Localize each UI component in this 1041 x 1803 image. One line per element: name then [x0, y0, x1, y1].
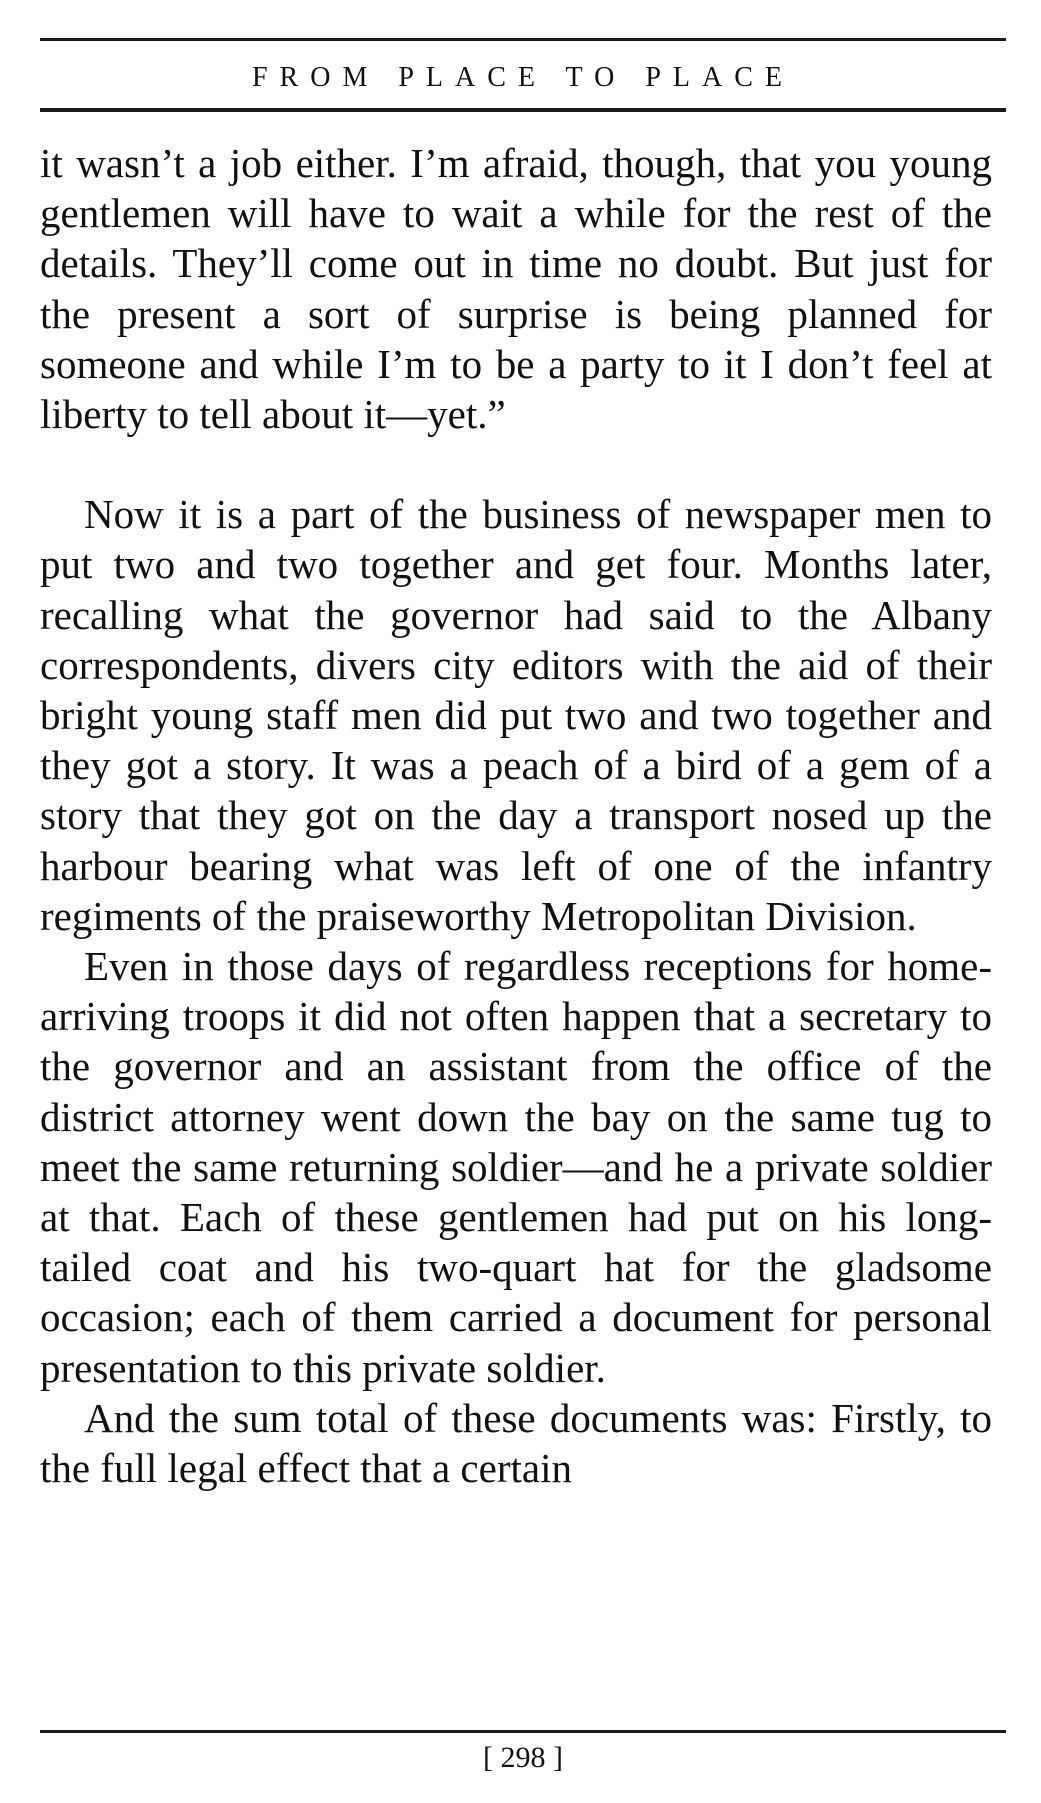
footer-rule: [40, 1730, 1006, 1733]
paragraph: Now it is a part of the business of newspaper men to put two and two together and get four. Months later, recalling what the governor had said to the Albany correspondents, divers city editors with the aid of their bright young staff men did put two and two together and they got a story. It was a peach of a bird of a gem of a story that they got on the day a transport nosed up the harbour bearing what was left of one of the infantry regiments of the praiseworthy Metropolitan Division.: [40, 491, 992, 939]
paragraph: And the sum total of these documents was: Firstly, to the full legal effect that a certain: [40, 1394, 992, 1492]
body-text: [40, 138, 992, 1493]
paragraph: Even in those days of regardless receptions for home-arriving troops it did not often happen that a secretary to the governor and an assistant from the office of the district attorney went down the bay on the same tug to meet the same returning soldier—and he a private soldier at that. Each of these gentlemen had put on his long-tailed coat and his two-quart hat for the gladsome occasion; each of them carried a document for personal presentation to this private soldier.: [40, 943, 992, 1391]
page-number: [ 298 ]: [483, 1741, 563, 1774]
running-head: FROM PLACE TO PLACE: [251, 62, 795, 93]
header-top-rule: [40, 38, 1006, 41]
paragraph-continuation: it wasn’t a job either. I’m afraid, though, that you young gentlemen will have to wait a while for the rest of the details. They’ll come out in time no doubt. But just for the present a sort of surprise is being planned for someone and while I’m to be a party to it I don’t feel at liberty to tell about it—yet.”: [40, 140, 992, 438]
header-bottom-rule: [40, 108, 1006, 112]
